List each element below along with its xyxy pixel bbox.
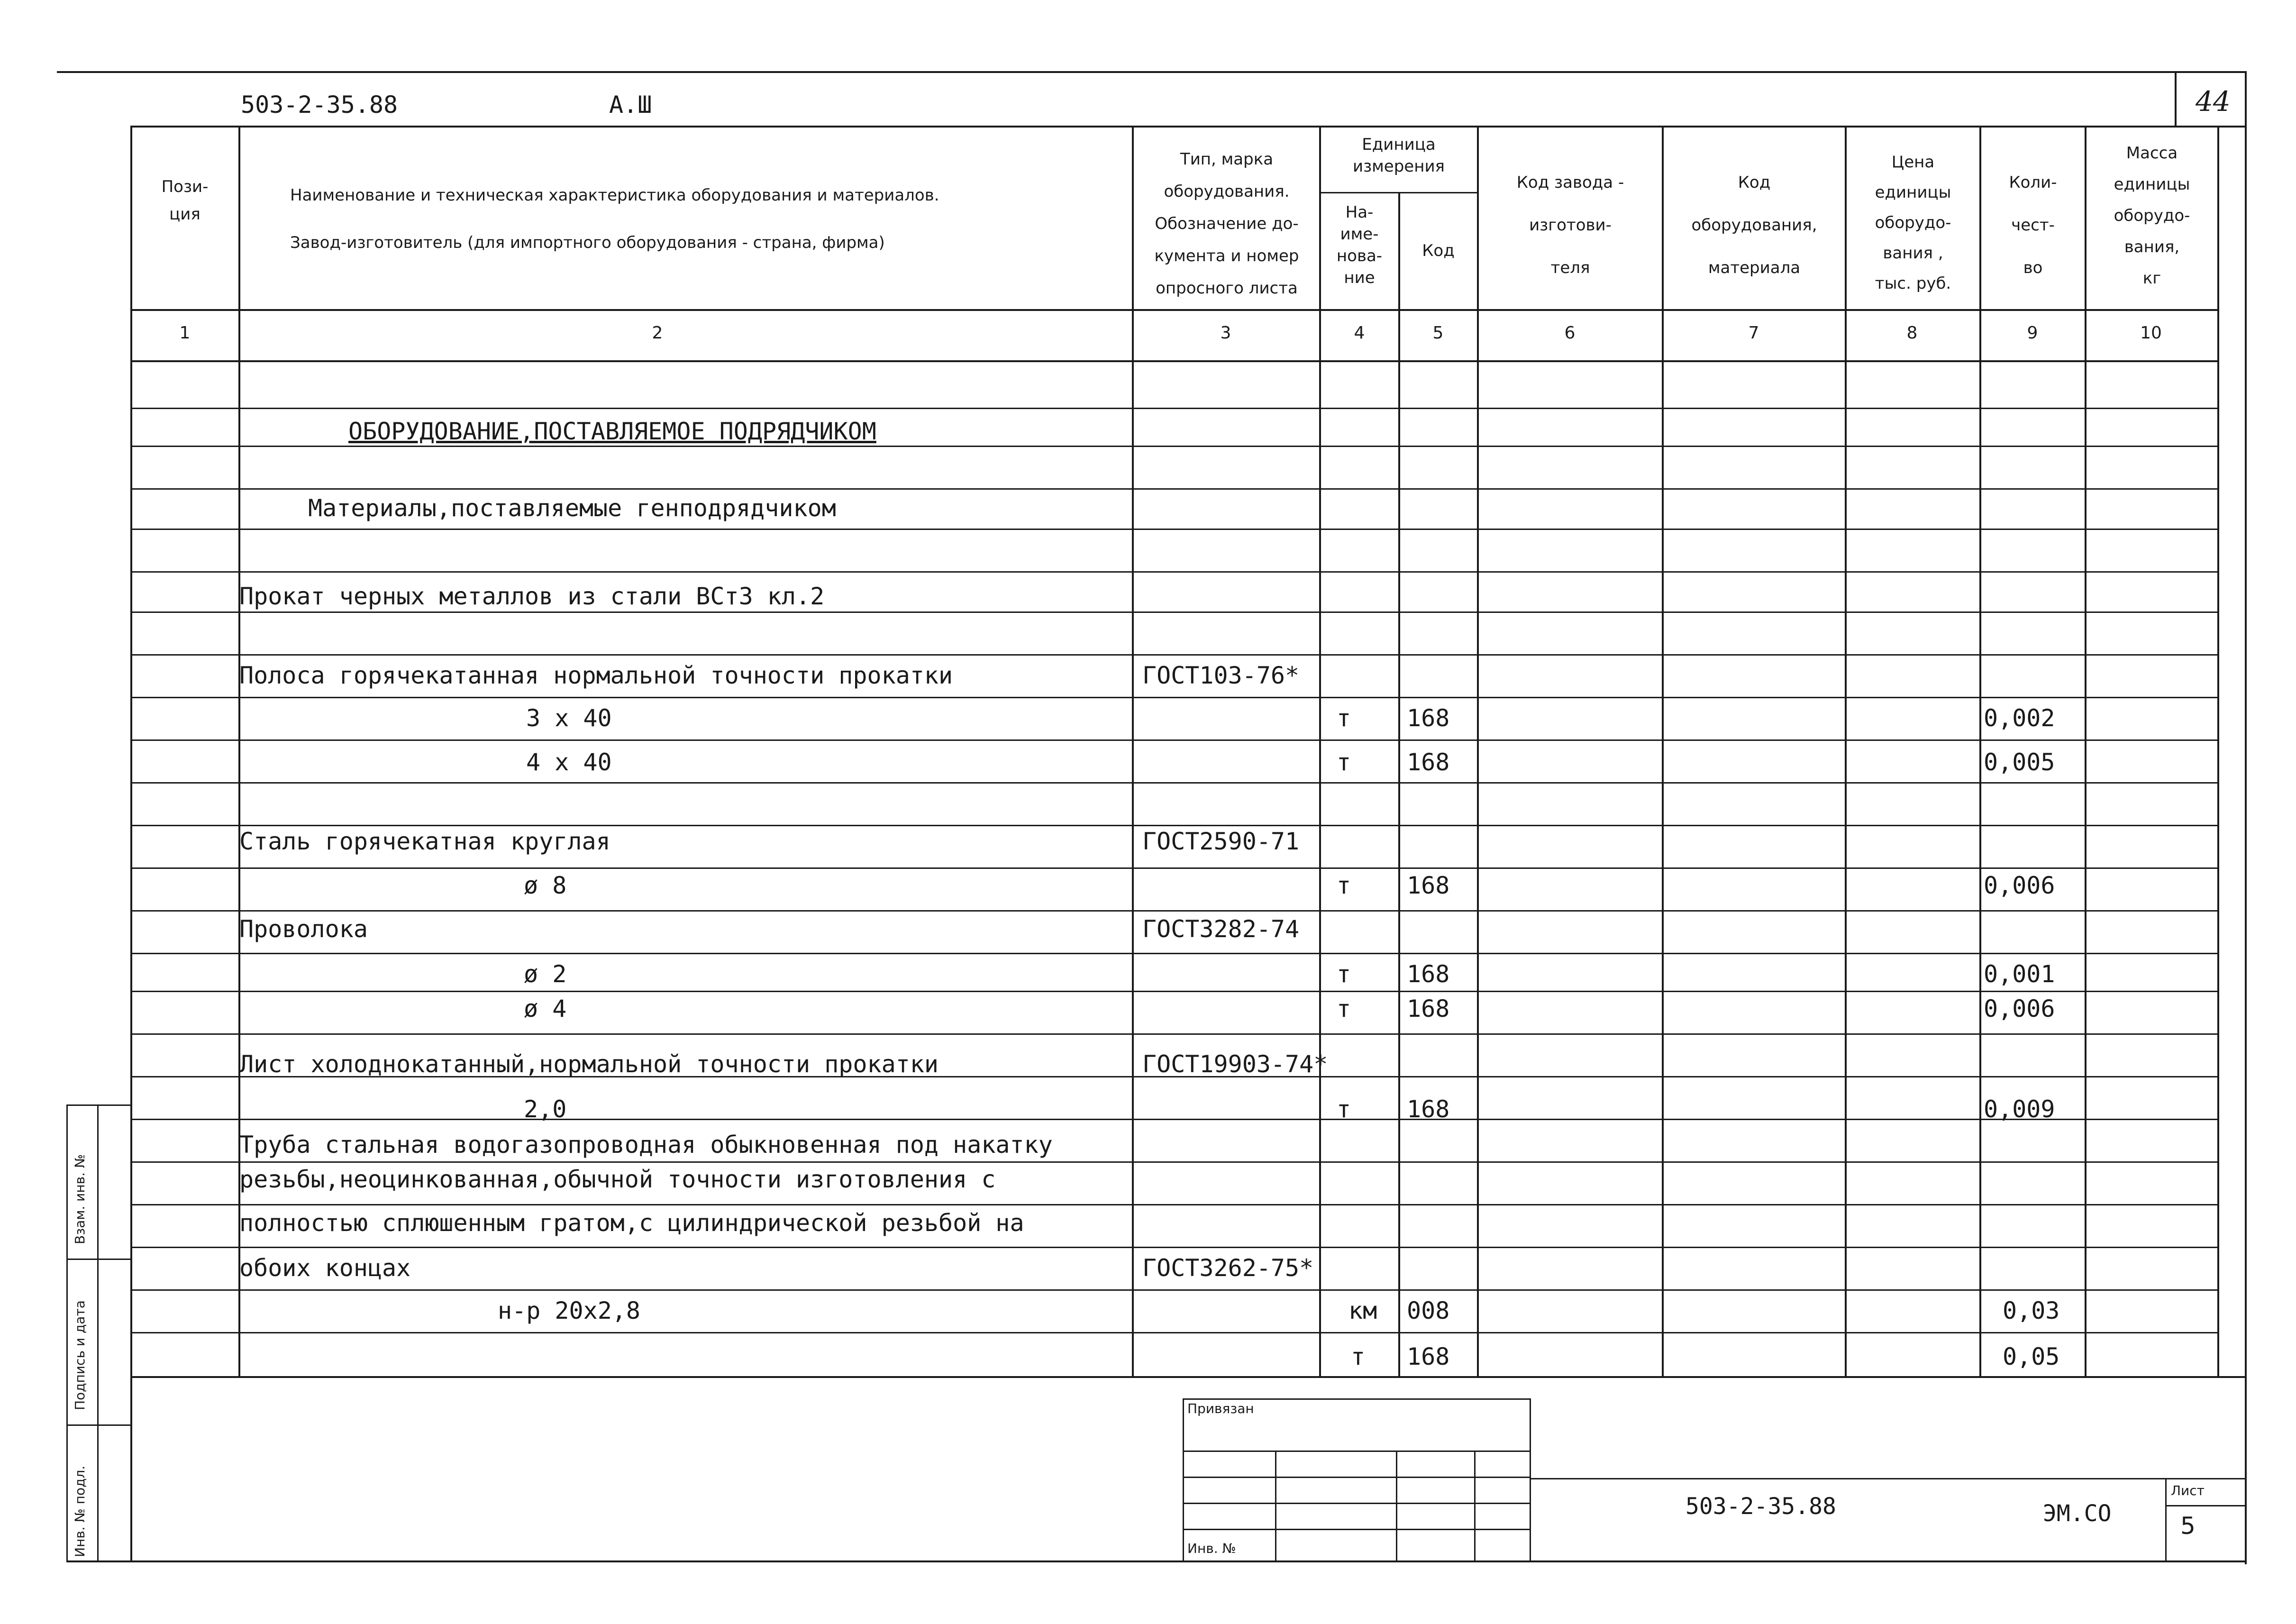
row-separator (130, 1119, 2217, 1120)
col-line-7 (1845, 126, 1847, 1377)
page-number: 44 (2196, 85, 2231, 118)
row-name: Лист холоднокатанный,нормальной точности прокатки (239, 1050, 939, 1078)
row-qty: 0,009 (1984, 1095, 2055, 1123)
row-separator (130, 867, 2217, 869)
row-name: Материалы,поставляемые генподрядчиком (308, 494, 836, 522)
row-name: 3 х 40 (526, 704, 612, 732)
stamp-left (1183, 1398, 1184, 1562)
col-line-9 (2085, 126, 2086, 1377)
stamp-right (1530, 1398, 1531, 1562)
row-separator (130, 910, 2217, 912)
row-unit: т (1337, 960, 1351, 988)
row-name: Труба стальная водогазопроводная обыкновенная под накатку (239, 1131, 1053, 1159)
row-separator (130, 611, 2217, 613)
colnum-7: 7 (1748, 323, 1759, 343)
colnum-6: 6 (1564, 323, 1576, 343)
row-separator (130, 1033, 2217, 1035)
bottom-border (66, 1560, 2247, 1562)
row-separator (130, 1247, 2217, 1248)
colnum-8: 8 (1906, 323, 1918, 343)
colnum-9: 9 (2027, 323, 2038, 343)
header-unit-group: Единица измерения (1352, 135, 1445, 176)
row-qty: 0,005 (1984, 748, 2055, 776)
stamp-line-3 (1183, 1503, 1531, 1504)
row-doc: ГОСТ3262-75* (1142, 1254, 1314, 1282)
header-plant-code: Код завода - изготови- теля (1516, 173, 1624, 277)
row-code: 168 (1407, 748, 1450, 776)
col-line-5 (1477, 126, 1479, 1377)
row-separator (130, 991, 2217, 992)
section-title: ОБОРУДОВАНИЕ,ПОСТАВЛЯЕМОЕ ПОДРЯДЧИКОМ (348, 418, 876, 445)
stamp-bound-label: Привязан (1187, 1401, 1254, 1416)
row-name: ø 4 (524, 995, 567, 1022)
row-code: 008 (1407, 1297, 1450, 1324)
stamp-line-4 (1183, 1529, 1531, 1530)
row-doc: ГОСТ2590-71 (1142, 828, 1300, 855)
stamp-inv-label: Инв. № (1187, 1541, 1236, 1556)
row-code: 168 (1407, 1095, 1450, 1123)
top-border (57, 71, 2247, 73)
header-name: Наименование и техническая характеристика оборудования и материалов. Завод-изготовитель (для импортного оборудования - страна, фирма) (290, 186, 939, 252)
stamp-col-3 (1474, 1451, 1476, 1562)
side-label-sign: Подпись и дата (72, 1300, 88, 1410)
row-separator (130, 488, 2217, 490)
row-unit: т (1337, 1095, 1351, 1123)
row-doc: ГОСТ103-76* (1142, 662, 1300, 689)
row-qty: 0,006 (1984, 872, 2055, 899)
row-name: Сталь горячекатная круглая (239, 828, 610, 855)
section-code: ЭМ.СО (2043, 1500, 2112, 1527)
colnum-2: 2 (652, 323, 663, 343)
row-separator (130, 825, 2217, 826)
row-name: обоих концах (239, 1254, 411, 1282)
side-strip-left (66, 1104, 68, 1562)
col-line-8 (1979, 126, 1981, 1377)
sheet-box-mid (2165, 1505, 2246, 1506)
sheet-box-left (2165, 1478, 2167, 1561)
row-code: 168 (1407, 960, 1450, 988)
row-unit: т (1337, 995, 1351, 1022)
colnum-5: 5 (1432, 323, 1444, 343)
row-separator (130, 953, 2217, 954)
row-separator (130, 1204, 2217, 1205)
side-strip-div2 (66, 1424, 130, 1426)
stamp-col-1 (1275, 1451, 1276, 1562)
side-strip-top (66, 1104, 130, 1106)
side-strip-div1 (66, 1259, 130, 1260)
col-line-3 (1319, 126, 1321, 1377)
row-unit: км (1348, 1297, 1377, 1324)
row-separator (130, 739, 2217, 741)
row-code: 168 (1407, 1343, 1450, 1370)
row-name: ø 8 (524, 872, 567, 899)
header-unit-name: На- име- нова- ние (1336, 203, 1383, 287)
row-separator (130, 408, 2217, 409)
album-number: А.Ш (609, 91, 652, 119)
side-strip-right (97, 1104, 99, 1562)
colnum-4: 4 (1354, 323, 1365, 343)
header-type: Тип, марка оборудования. Обозначение до- кумента и номер опросного листа (1154, 150, 1299, 298)
table-bottom-line (130, 1376, 2247, 1378)
header-unit-code: Код (1422, 241, 1455, 260)
header-position: Пози- ция (161, 177, 209, 224)
col-line-4 (1398, 192, 1400, 1377)
row-separator (130, 446, 2217, 447)
row-qty: 0,05 (2003, 1343, 2060, 1370)
header-bottom-line (130, 309, 2217, 311)
side-label-vzam: Взам. инв. № (72, 1154, 88, 1244)
col-line-6 (1662, 126, 1664, 1377)
row-name: резьбы,неоцинкованная,обычной точности изготовления с (239, 1166, 996, 1193)
row-name: ø 2 (524, 960, 567, 988)
row-name: Полоса горячекатанная нормальной точности прокатки (239, 662, 953, 689)
sheet-number: 5 (2180, 1512, 2196, 1540)
unit-group-line (1319, 192, 1477, 193)
side-label-inv: Инв. № подл. (72, 1465, 88, 1557)
header-price: Цена единицы оборудо- вания , тыс. руб. (1875, 153, 1951, 293)
row-qty: 0,03 (2003, 1297, 2060, 1324)
page-number-box-left (2175, 71, 2177, 127)
row-doc: ГОСТ19903-74* (1142, 1050, 1328, 1078)
row-unit: т (1337, 872, 1351, 899)
row-separator (130, 1161, 2217, 1163)
stamp-line-2 (1183, 1477, 1531, 1478)
row-unit: т (1337, 748, 1351, 776)
row-code: 168 (1407, 872, 1450, 899)
row-name: 2,0 (524, 1095, 567, 1123)
row-separator (130, 1332, 2217, 1333)
row-separator (130, 782, 2217, 784)
header-equipment-code: Код оборудования, материала (1691, 173, 1817, 277)
row-name: Проволока (239, 915, 368, 943)
header-mass: Масса единицы оборудо- вания, кг (2114, 144, 2190, 288)
row-qty: 0,006 (1984, 995, 2055, 1022)
colnum-10: 10 (2140, 323, 2162, 343)
header-quantity: Коли- чест- во (2009, 173, 2057, 277)
left-border (130, 126, 132, 1562)
row-code: 168 (1407, 704, 1450, 732)
table-top-line (130, 126, 2247, 128)
title-block-line (1530, 1478, 2245, 1479)
row-name: 4 х 40 (526, 748, 612, 776)
right-border (2245, 71, 2247, 1564)
row-code: 168 (1407, 995, 1450, 1022)
row-qty: 0,002 (1984, 704, 2055, 732)
stamp-col-2 (1396, 1451, 1397, 1562)
row-separator (130, 529, 2217, 530)
row-separator (130, 697, 2217, 698)
doc-code-bottom: 503-2-35.88 (1686, 1493, 1836, 1520)
col-line-10 (2217, 126, 2219, 1377)
row-name: полностью сплюшенным гратом,с цилиндрической резьбой на (239, 1209, 1024, 1237)
row-name: Прокат черных металлов из стали ВСт3 кл.2 (239, 583, 825, 610)
stamp-top (1183, 1398, 1531, 1400)
row-separator (130, 654, 2217, 656)
row-separator (130, 1289, 2217, 1291)
stamp-line-1 (1183, 1451, 1531, 1452)
colnum-bottom-line (130, 360, 2217, 362)
row-qty: 0,001 (1984, 960, 2055, 988)
col-line-2 (1132, 126, 1134, 1377)
row-separator (130, 571, 2217, 573)
colnum-3: 3 (1220, 323, 1231, 343)
sheet-label: Лист (2171, 1483, 2205, 1498)
colnum-1: 1 (179, 323, 191, 343)
row-unit: т (1337, 704, 1351, 732)
row-doc: ГОСТ3282-74 (1142, 915, 1300, 943)
doc-code-top: 503-2-35.88 (241, 91, 398, 119)
row-unit: т (1351, 1343, 1366, 1370)
row-name: н-р 20х2,8 (498, 1297, 641, 1324)
